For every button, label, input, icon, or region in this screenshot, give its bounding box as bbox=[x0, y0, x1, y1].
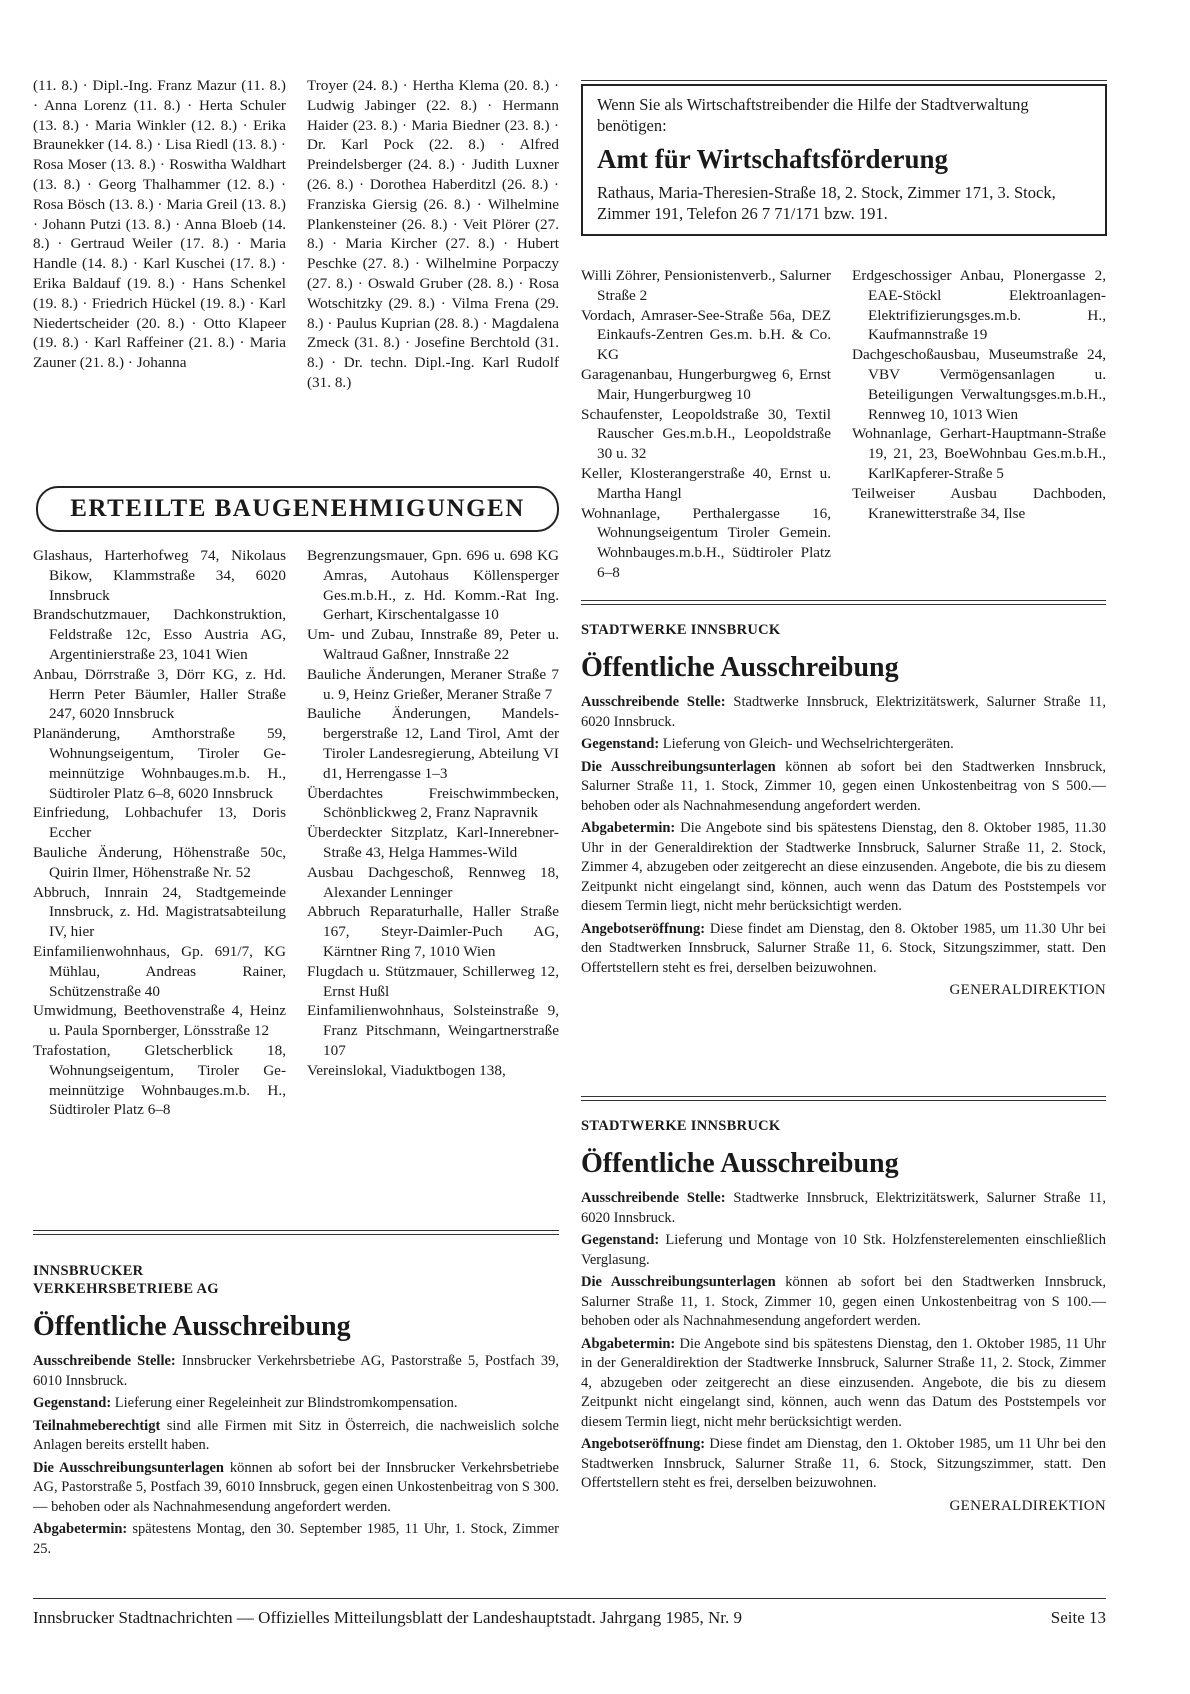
bau-entry: Ausbau Dachgeschoß, Rennweg 18, Alexander Lenninger bbox=[307, 863, 559, 901]
ad-label: Ausschreibende Stelle: bbox=[33, 1353, 176, 1369]
footer-rule bbox=[33, 1598, 1106, 1599]
ad-label: Die Ausschreibungsunterlagen bbox=[33, 1459, 224, 1476]
names-text-1: (11. 8.) · Dipl.-Ing. Franz Mazur (11. 8.) · Anna Lorenz (11. 8.) · Herta Schuler (13. 8.) · Maria Winkler (12. 8.) · Erika Braunekker (14. 8.) · Lisa Riedl (13. 8.) · Rosa Moser (13. 8.) · Roswitha Waldhart (13. 8.) · Georg Thalhammer (12. 8.) · Rosa Bösch (13. 8.) · Maria Greil (13. 8.) · Johann Putzi (13. 8.) · Anna Bloeb (14. 8.) · Gertraud Weiler (17. 8.) · Maria Handle (14. 8.) · Karl Kuschei (17. 8.) · Erika Baldauf (19. 8.) · Hans Schenkel (19. 8.) · Friedrich Hückel (19. 8.) · Karl Niedertscheider (20. 8.) · Otto Klapeer (19. 8.) · Karl Raffeiner (21. 8.) · Maria Zauner (21. 8.) · Johanna bbox=[33, 77, 286, 372]
bau-entry: Schaufenster, Leopoldstraße 30, Textil Rauscher Ges.m.b.H., Leopoldstraße 30 u. 32 bbox=[581, 405, 831, 463]
bau-entry: Vordach, Amraser-See-Straße 56a, DEZ Einkaufs-Zentren Ges.m. b.H. & Co. KG bbox=[581, 306, 831, 364]
ad-text: Diese findet am Dienstag, den 1. Oktober 1985, um 11 Uhr bei den Stadtwerken Innsbruck, Salurner Straße 11, 6. Stock, Sitzungszimmer, statt. Den Offertstellern steht es frei, derselben beizuwohnen. bbox=[581, 1436, 1106, 1491]
bau-entry: Begrenzungsmauer, Gpn. 696 u. 698 KG Amras, Autohaus Köllensperger Ges.m.b.H., z. Hd. Komm.-Rat Ing. Gerhart, Kirschentalgasse 10 bbox=[307, 547, 559, 624]
box-top-rule bbox=[581, 80, 1107, 81]
ad-text: Stadtwerke Innsbruck, Elektrizitätswerk, Salurner Straße 11, 6020 Innsbruck. bbox=[581, 1190, 1106, 1226]
bau-entry: Anbau, Dörrstraße 3, Dörr KG, z. Hd. Herrn Peter Bäumler, Haller Straße 247, 6020 Innsbruck bbox=[33, 665, 286, 723]
ad-paragraph bbox=[581, 920, 1106, 979]
bau-entry: Trafostation, Gletscherblick 18, Wohnungseigentum, Tiroler Gemeinnützige Wohnbauges.m.b. H., Südtiroler Platz 6–8 bbox=[33, 1041, 286, 1119]
bau-entry: Einfamilienwohnhaus, Solsteinstraße 9, Franz Pitschmann, Weingartnerstraße 107 bbox=[307, 1002, 559, 1059]
ad-paragraph bbox=[33, 1459, 559, 1518]
ad-label: Ausschreibende Stelle: bbox=[581, 694, 726, 710]
bau-entry: Um- und Zubau, Innstraße 89, Peter u. Waltraud Gaßner, Innstraße 22 bbox=[307, 626, 559, 663]
ad-label: Angebotseröffnung: bbox=[581, 920, 706, 937]
ad-title: Öffentliche Ausschreibung bbox=[33, 1311, 351, 1342]
bau-entry: Glashaus, Harterhofweg 74, Nikolaus Bikow, Klammstraße 34, 6020 Innsbruck bbox=[33, 547, 286, 604]
ad-kicker: STADTWERKE INNSBRUCK bbox=[581, 622, 781, 638]
ad-paragraph bbox=[581, 1335, 1106, 1433]
ad-text: können ab sofort bei den Stadtwerken Innsbruck, Salurner Straße 11, 1. Stock, Zimmer 10, gegen einen Unkostenbeitrag von S 500.— behoben oder als Nachnahmesendung angefordert werden. bbox=[581, 758, 1106, 814]
ad-paragraph bbox=[33, 1417, 559, 1456]
ad-kicker: VERKEHRSBETRIEBE AG bbox=[33, 1281, 219, 1297]
bau-entry: Brandschutzmauer, Dachkonstruktion, Feldstraße 12c, Esso Austria AG, Argentinierstraße 23, 1041 Wien bbox=[33, 606, 286, 663]
page-number: Seite 13 bbox=[1050, 1608, 1106, 1627]
bau-entry: Überdeckter Sitzplatz, Karl-Innerebner-Straße 43, Helga Hammes-Wild bbox=[307, 824, 559, 861]
bau-entry: Flugdach u. Stützmauer, Schillerweg 12, Ernst Hußl bbox=[307, 962, 559, 1000]
ad-text: können ab sofort bei der Innsbrucker Verkehrsbetriebe AG, Pastorstraße 5, Postfach 39, 6010 Innsbruck, gegen einen Unkostenbeitrag von S 300.— behoben oder als Nachnahmesendung angefordert werden. bbox=[33, 1459, 559, 1515]
ad-label: Teilnahmeberechtigt bbox=[33, 1417, 161, 1434]
ad-ivb bbox=[33, 1262, 559, 1562]
ad-paragraph bbox=[33, 1520, 559, 1559]
bau-entry: Keller, Klosterangerstraße 40, Ernst u. Martha Hangl bbox=[581, 464, 831, 502]
ad-signature: GENERALDIREKTION bbox=[949, 982, 1106, 998]
ad-label: Die Ausschreibungsunterlagen bbox=[581, 1274, 776, 1290]
ad-label: Die Ausschreibungsunterlagen bbox=[581, 758, 776, 775]
divider-ivb bbox=[33, 1230, 559, 1235]
ad-paragraph bbox=[33, 1352, 559, 1391]
bau-column-4 bbox=[852, 266, 1106, 523]
ad-paragraph bbox=[581, 1189, 1106, 1228]
bau-entry: Umwidmung, Beethovenstraße 4, Heinz u. Paula Spornberger, Lönsstraße 12 bbox=[33, 1002, 286, 1040]
bau-entry: Abbruch, Innrain 24, Stadtgemeinde Innsbruck, z. Hd. Magistratsabteilung IV, hier bbox=[33, 883, 286, 941]
banner-baugenehmigungen: ERTEILTE BAUGENEHMIGUNGEN bbox=[36, 486, 559, 532]
ad-text: Lieferung und Montage von 10 Stk. Holzfensterelementen einschließlich Verglasung. bbox=[581, 1232, 1106, 1268]
ad-paragraph bbox=[581, 758, 1106, 817]
bau-entry: Abbruch Reparaturhalle, Haller Straße 167, Steyr-Daimler-Puch AG, Kärntner Ring 7, 1010 Wien bbox=[307, 903, 559, 960]
ad-label: Gegenstand: bbox=[581, 1232, 660, 1248]
ad-text: Innsbrucker Verkehrsbetriebe AG, Pastorstraße 5, Postfach 39, 6010 Innsbruck. bbox=[33, 1353, 559, 1389]
amt-box bbox=[581, 84, 1107, 236]
footer-publication: Innsbrucker Stadtnachrichten — Offizielles Mitteilungsblatt der Landeshauptstadt. Jahrgang 1985, Nr. 9 bbox=[33, 1608, 742, 1627]
ad-label: Abgabetermin: bbox=[581, 820, 676, 836]
bau-entry: Teilweiser Ausbau Dachboden, Kranewitterstraße 34, Ilse bbox=[852, 484, 1106, 522]
ad-label: Abgabetermin: bbox=[33, 1521, 128, 1537]
ad-paragraph bbox=[581, 735, 1106, 755]
ad-paragraph bbox=[581, 819, 1106, 917]
ad-text: Die Angebote sind bis spätestens Dienstag, den 8. Oktober 1985, 11.30 Uhr in der Generaldirektion der Stadtwerke Innsbruck, Salurner Straße 11, 2. Stock, Zimmer 4, abzugeben oder zeitgerecht an diese einzusenden. Angebote, die bis zu diesem Zeitpunkt nicht eingelangt sind, können, auch wenn das Datum des Poststempels vor diesem Termin liegt, nicht mehr berücksichtigt werden. bbox=[581, 820, 1106, 914]
ad-label: Gegenstand: bbox=[33, 1395, 112, 1411]
names-column-2 bbox=[307, 76, 559, 393]
ad-stadtwerke-2 bbox=[581, 1118, 1106, 1515]
bau-column-2 bbox=[307, 546, 559, 1081]
bau-entry: Erdgeschossiger Anbau, Plonergasse 2, EAE-Stöckl Elektroanlagen-Elektrifizierungsges.m.b. H., Kaufmannstraße 19 bbox=[852, 267, 1106, 344]
ad-paragraph bbox=[33, 1394, 559, 1414]
divider-stw1 bbox=[581, 600, 1106, 605]
ad-label: Gegenstand: bbox=[581, 736, 660, 752]
ad-label: Abgabetermin: bbox=[581, 1335, 676, 1352]
ad-paragraph bbox=[581, 693, 1106, 732]
amt-address: Rathaus, Maria-Theresien-Straße 18, 2. Stock, Zimmer 171, 3. Stock, Zimmer 191, Telefon 26 7 71/171 bzw. 191. bbox=[597, 183, 1056, 223]
ad-title: Öffentliche Ausschreibung bbox=[581, 652, 899, 683]
ad-kicker: STADTWERKE INNSBRUCK bbox=[581, 1118, 781, 1134]
page-footer bbox=[33, 1608, 1106, 1628]
ad-text: können ab sofort bei den Stadtwerken Innsbruck, Salurner Straße 11, 1. Stock, Zimmer 10, gegen einen Unkostenbeitrag von S 100.— behoben oder als Nachnahmesendung angefordert werden. bbox=[581, 1274, 1106, 1329]
bau-entry: Planänderung, Amthorstraße 59, Wohnungseigentum, Tiroler Gemeinnützige Wohnbauges.m.b. H., Südtiroler Platz 6–8, 6020 Innsbruck bbox=[33, 725, 286, 802]
ad-label: Ausschreibende Stelle: bbox=[581, 1190, 726, 1206]
ad-text: spätestens Montag, den 30. September 1985, 11 Uhr, 1. Stock, Zimmer 25. bbox=[33, 1521, 559, 1557]
bau-entry: Wohnanlage, Perthalergasse 16, Wohnungseigentum Tiroler Gemein. Wohnbauges.m.b.H., Südtiroler Platz 6–8 bbox=[581, 504, 831, 581]
bau-entry: Überdachtes Freischwimmbecken, Schönblickweg 2, Franz Napravnik bbox=[307, 784, 559, 822]
amt-title: Amt für Wirtschaftsförderung bbox=[597, 144, 948, 174]
ad-label: Angebotseröffnung: bbox=[581, 1436, 706, 1452]
amt-intro: Wenn Sie als Wirtschaftstreibender die Hilfe der Stadtverwaltung benötigen: bbox=[597, 95, 1029, 135]
bau-entry: Einfamilienwohnhaus, Gp. 691/7, KG Mühlau, Andreas Rainer, Schützenstraße 40 bbox=[33, 942, 286, 1000]
bau-column-3 bbox=[581, 266, 831, 583]
names-text-2: Troyer (24. 8.) · Hertha Klema (20. 8.) · Ludwig Jabinger (22. 8.) · Hermann Haider (23. 8.) · Maria Biedner (23. 8.) · Dr. Karl Pock (22. 8.) · Alfred Preindelsberger (24. 8.) · Judith Luxner (26. 8.) · Dorothea Haberditzl (26. 8.) · Franziska Giersig (26. 8.) · Wilhelmine Plankensteiner (26. 8.) · Veit Plörer (27. 8.) · Maria Kircher (27. 8.) · Hubert Peschke (27. 8.) · Wilhelmine Porpaczy (27. 8.) · Oswald Gruber (28. 8.) · Rosa Wotschitzky (29. 8.) · Vilma Frena (29. 8.) · Paulus Kuprian (28. 8.) · Magdalena Zmeck (31. 8.) · Josefine Berchtold (31. 8.) · Dr. techn. Dipl.-Ing. Karl Rudolf (31. 8.) bbox=[307, 77, 559, 391]
names-column-1 bbox=[33, 76, 286, 373]
ad-paragraph bbox=[581, 1273, 1106, 1332]
ad-text: Stadtwerke Innsbruck, Elektrizitätswerk, Salurner Straße 11, 6020 Innsbruck. bbox=[581, 694, 1106, 730]
bau-entry: Vereinslokal, Viaduktbogen 138, bbox=[307, 1061, 506, 1079]
ad-signature: GENERALDIREKTION bbox=[949, 1497, 1106, 1514]
bau-column-1 bbox=[33, 546, 286, 1120]
bau-entry: Einfriedung, Lohbachufer 13, Doris Eccher bbox=[33, 804, 286, 842]
ad-kicker: INNSBRUCKER bbox=[33, 1263, 144, 1279]
divider-stw2 bbox=[581, 1096, 1106, 1101]
ad-text: Lieferung einer Regeleinheit zur Blindstromkompensation. bbox=[111, 1395, 458, 1411]
bau-entry: Bauliche Änderungen, Meraner Straße 7 u. 9, Heinz Grießer, Meraner Straße 7 bbox=[307, 665, 559, 703]
bau-entry: Wohnanlage, Gerhart-Hauptmann-Straße 19, 21, 23, BoeWohnbau Ges.m.b.H., KarlKapferer-Straße 5 bbox=[852, 425, 1106, 482]
ad-title: Öffentliche Ausschreibung bbox=[581, 1148, 899, 1179]
bau-entry: Willi Zöhrer, Pensionistenverb., Salurner Straße 2 bbox=[581, 267, 831, 304]
bau-entry: Bauliche Änderung, Höhenstraße 50c, Quirin Ilmer, Höhenstraße Nr. 52 bbox=[33, 843, 286, 881]
bau-entry: Garagenanbau, Hungerburgweg 6, Ernst Mair, Hungerburgweg 10 bbox=[581, 365, 831, 403]
ad-text: sind alle Firmen mit Sitz in Österreich, die nachweislich solche Anlagen bereits erstellt haben. bbox=[33, 1417, 559, 1453]
ad-stadtwerke-1 bbox=[581, 622, 1106, 999]
ad-text: Lieferung von Gleich- und Wechselrichtergeräten. bbox=[659, 736, 954, 752]
ad-text: Die Angebote sind bis spätestens Dienstag, den 1. Oktober 1985, 11 Uhr in der Generaldirektion der Stadtwerke Innsbruck, Salurner Straße 11, 2. Stock, Zimmer 4, abzugeben oder zeitgerecht an diese einzusenden. Angebote, die bis zu diesem Zeitpunkt nicht eingelangt sind, können, auch wenn das Datum des Poststempels vor diesem Termin liegt, nicht mehr berücksichtigt werden. bbox=[581, 1335, 1106, 1430]
ad-text: Diese findet am Dienstag, den 8. Oktober 1985, um 11.30 Uhr bei den Stadtwerken Innsbruck, Salurner Straße 11, 6. Stock, Sitzungszimmer, statt. Den Offertstellern steht es frei, derselben beizuwohnen. bbox=[581, 920, 1106, 976]
ad-paragraph bbox=[581, 1435, 1106, 1494]
ad-paragraph bbox=[581, 1231, 1106, 1270]
bau-entry: Dachgeschoßausbau, Museumstraße 24, VBV Vermögensanlagen u. Beteiligungen Verwaltungsges.m.b.H., Rennweg 10, 1013 Wien bbox=[852, 346, 1106, 423]
bau-entry: Bauliche Änderungen, Mandelsbergerstraße 12, Land Tirol, Amt der Tiroler Landesregierung, Abteilung VI d1, Herrengasse 1–3 bbox=[307, 705, 559, 782]
